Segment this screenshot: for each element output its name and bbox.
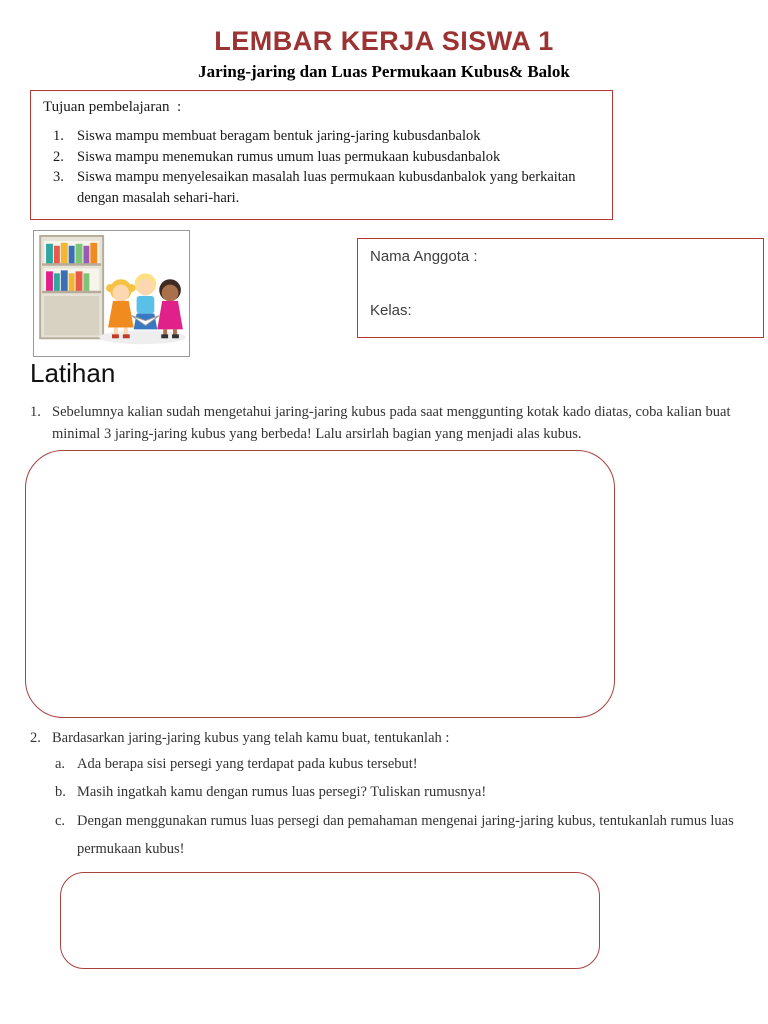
answer-box-question-2	[60, 872, 600, 969]
sub-question-letter: a.	[55, 756, 66, 772]
sub-question-letter: c.	[55, 812, 66, 829]
question-number: 2.	[30, 730, 41, 746]
objective-text: Siswa mampu menemukan rumus umum luas permukaan kubusdanbalok	[77, 148, 501, 165]
objective-number: 2.	[53, 148, 64, 165]
sub-question-a	[55, 750, 743, 778]
objective-item	[43, 126, 600, 147]
sub-question-b	[55, 778, 743, 806]
section-heading-latihan: Latihan	[30, 358, 116, 388]
page-title: LEMBAR KERJA SISWA 1	[214, 26, 554, 56]
sub-question-text: Ada berapa sisi persegi yang terdapat pada kubus tersebut!	[77, 756, 418, 772]
class-label: Kelas:	[370, 302, 412, 319]
answer-box-question-1	[25, 450, 615, 718]
name-label: Nama Anggota :	[370, 248, 478, 265]
children-reading-illustration	[33, 230, 190, 357]
question-text: Sebelumnya kalian sudah mengetahui jaring-jaring kubus pada saat menggunting kotak kado diatas, coba kalian buat minimal 3 jaring-jaring kubus yang berbeda! Lalu arsirlah bagian yang menjadi alas kubus.	[52, 404, 731, 442]
objective-text: Siswa mampu membuat beragam bentuk jaring-jaring kubusdanbalok	[77, 128, 481, 144]
sub-question-text: Masih ingatkah kamu dengan rumus luas persegi? Tuliskan rumusnya!	[77, 784, 487, 801]
question-2	[30, 728, 735, 750]
member-identity-box	[357, 238, 764, 338]
objectives-heading: Tujuan pembelajaran :	[43, 99, 182, 115]
objective-number: 1.	[53, 128, 64, 144]
sub-question-c	[55, 807, 743, 864]
objective-item	[43, 167, 600, 208]
question-1	[30, 402, 738, 446]
question-2-sub-list	[55, 750, 743, 863]
children-reading-clipart-graphic	[34, 231, 189, 356]
objective-item	[43, 147, 600, 168]
objective-text: Siswa mampu menyelesaikan masalah luas permukaan kubusdanbalok yang berkaitan dengan masalah sehari-hari.	[77, 169, 576, 206]
page-subtitle: Jaring-jaring dan Luas Permukaan Kubus& Balok	[198, 62, 570, 81]
objective-number: 3.	[53, 169, 64, 186]
question-text: Bardasarkan jaring-jaring kubus yang telah kamu buat, tentukanlah :	[52, 730, 450, 746]
sub-question-text: Dengan menggunakan rumus luas persegi dan pemahaman mengenai jaring-jaring kubus, tentukanlah rumus luas permukaan kubus!	[77, 812, 734, 857]
question-number: 1.	[30, 404, 41, 420]
objectives-box	[30, 90, 613, 220]
sub-question-letter: b.	[55, 784, 66, 801]
